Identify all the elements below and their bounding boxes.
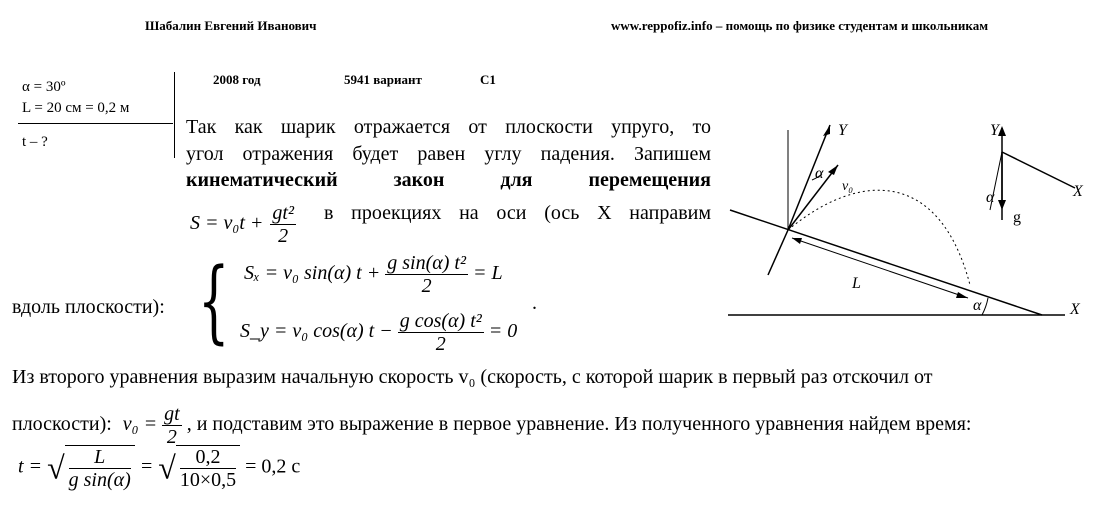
formula-s-fraction — [270, 202, 296, 247]
equation-sy — [240, 310, 517, 355]
given-divider — [18, 123, 173, 124]
equation-sx-right: = L — [472, 262, 503, 285]
label-v0: v₀ — [842, 179, 854, 194]
formula-v0 — [122, 403, 187, 448]
formula-v0-fraction — [162, 403, 182, 448]
given-vertical-rule — [174, 72, 175, 158]
y-axis-arrowhead — [823, 125, 830, 136]
label-alpha3: α — [986, 189, 995, 206]
formula-s-vector-head: S = v₀t + — [190, 212, 264, 235]
given-alpha: α = 30º — [22, 79, 66, 95]
equation-sy-right: = 0 — [488, 320, 518, 343]
equation-sx-left: Sₓ = v₀ sin(α) t + — [244, 262, 381, 285]
formula-s-den: 2 — [278, 225, 289, 247]
text-line-1: Так как шарик отражается от плоскости упруго, то — [186, 116, 711, 138]
y-axis-extension — [768, 230, 788, 275]
formula-v0-den: 2 — [166, 426, 177, 448]
formula-time-num-2: 0,2 — [180, 446, 236, 469]
formula-time — [18, 445, 300, 491]
task-code: C1 — [480, 72, 496, 87]
equation-sy-fraction — [398, 310, 484, 355]
formula-time-num-1: L — [69, 446, 131, 469]
v0-arrowhead — [828, 165, 838, 175]
text-line-7-tail: , и подставим это выражение в первое уравнение. Из полученного уравнения найдем время: — [186, 413, 972, 436]
length-arrowhead-right — [956, 292, 968, 298]
formula-time-den-1: g sin(α) — [68, 469, 131, 491]
v0-vector — [788, 165, 838, 230]
formula-time-eq: = — [139, 455, 154, 478]
formula-time-fraction-1 — [65, 445, 135, 491]
formula-s-num: gt² — [272, 202, 294, 224]
equation-sy-left: S_y = v₀ cos(α) t − — [240, 320, 393, 343]
task-variant: 5941 вариант — [344, 72, 422, 87]
formula-v0-left: v₀ = — [122, 413, 158, 436]
text-line-7 — [12, 403, 971, 448]
label-alpha2: α — [973, 297, 982, 314]
label-g: g — [1013, 209, 1021, 226]
text-line-7-head: плоскости): — [12, 413, 112, 436]
equation-sy-den: 2 — [435, 333, 446, 355]
label-y2: Y — [990, 122, 999, 139]
angle-arc-bottom — [982, 298, 988, 315]
text-line-6: Из второго уравнения выразим начальную скорость v₀ (скорость, с которой шарик в первый раз отскочил от — [12, 366, 933, 388]
label-x2: X — [1073, 183, 1083, 200]
length-arrowhead-left — [792, 238, 802, 244]
formula-v0-num: gt — [164, 403, 180, 425]
label-alpha1: α — [815, 165, 824, 182]
equation-sx-fraction — [385, 252, 468, 297]
text-line-4: в проекциях на оси (ось X направим — [324, 202, 711, 224]
physics-figure — [720, 110, 1100, 330]
label-y1: Y — [838, 122, 847, 139]
inset-y-arrowhead — [998, 126, 1006, 136]
inset-x-axis — [1002, 152, 1075, 188]
task-year: 2008 год — [213, 72, 261, 87]
formula-time-left: t = — [18, 455, 43, 478]
formula-time-fraction-2 — [176, 445, 240, 491]
formula-s-vector — [190, 202, 296, 247]
inset-g-arrowhead — [998, 200, 1006, 210]
sqrt-sign-1: √ — [47, 449, 65, 486]
system-period: . — [532, 292, 537, 314]
label-x1: X — [1070, 301, 1080, 318]
trajectory — [788, 190, 970, 285]
inclined-plane — [730, 210, 1042, 315]
text-line-5: вдоль плоскости): — [12, 296, 165, 318]
text-line-3: кинематический закон для перемещения — [186, 169, 711, 191]
equation-sx-den: 2 — [421, 275, 432, 297]
formula-time-den-2: 10×0,5 — [179, 469, 237, 491]
header-author: Шабалин Евгений Иванович — [145, 18, 317, 33]
equation-sx-num: g sin(α) t² — [387, 252, 466, 274]
equation-sx — [244, 252, 503, 297]
system-brace: { — [198, 249, 230, 354]
length-arrow — [792, 238, 968, 298]
equation-sy-num: g cos(α) t² — [399, 310, 482, 332]
formula-time-result: = 0,2 с — [245, 455, 301, 478]
label-l: L — [852, 275, 861, 292]
given-find: t – ? — [22, 134, 48, 150]
given-length: L = 20 см = 0,2 м — [22, 100, 130, 116]
sqrt-sign-2: √ — [158, 449, 176, 486]
header-site: www.reppofiz.info – помощь по физике студентам и школьникам — [611, 18, 989, 33]
text-line-2: угол отражения будет равен углу падения. Запишем — [186, 143, 711, 165]
